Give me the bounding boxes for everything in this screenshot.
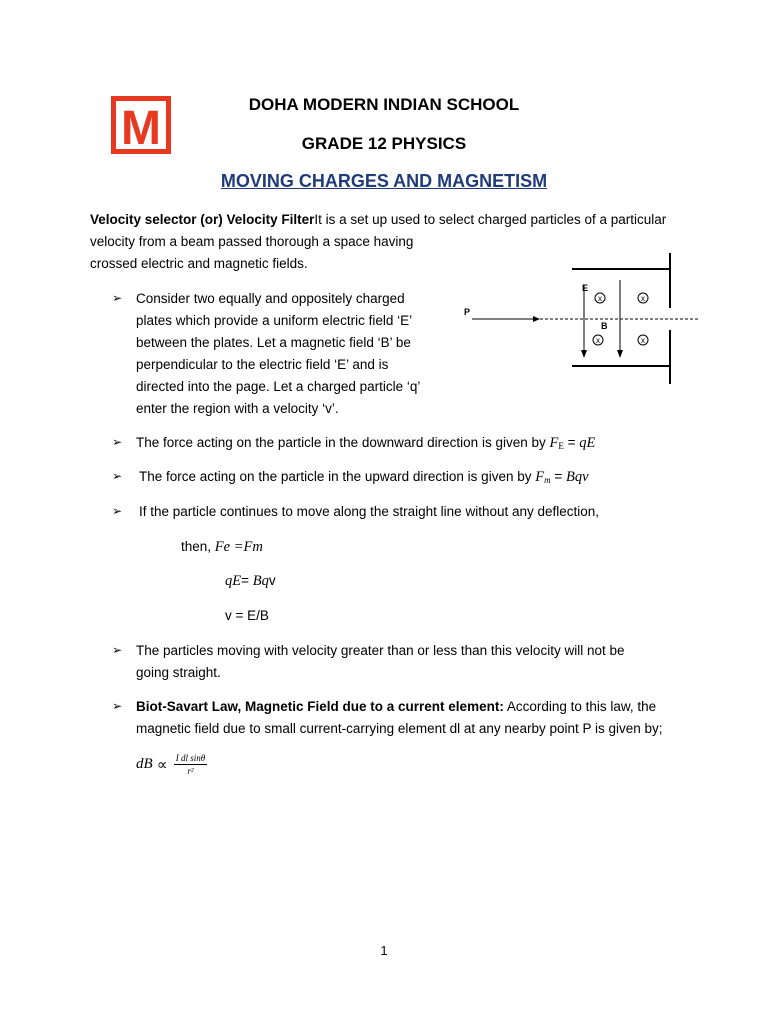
svg-text:x: x — [641, 294, 645, 303]
label-e: E — [582, 283, 589, 293]
force-downward: The force acting on the particle in the downward direction is given by $F_E$ = qE — [136, 435, 596, 451]
bullet5-line: going straight. — [136, 665, 221, 680]
topic-title: MOVING CHARGES AND MAGNETISM — [220, 171, 548, 191]
bullet1-line: Consider two equally and oppositely charged — [136, 291, 405, 306]
equation-fe-fm: then, Fe =Fm — [181, 539, 263, 555]
bullet1-line: between the plates. Let a magnetic field ‘B’ be — [136, 335, 411, 350]
no-deflection-text: If the particle continues to move along the straight line without any deflection, — [139, 504, 600, 519]
bullet-arrow-icon: ➢ — [112, 699, 123, 713]
biot-savart-line-2: magnetic field due to small current-carrying element dl at any nearby point P is given by; — [136, 721, 663, 736]
page-number: 1 — [380, 943, 388, 958]
bullet-arrow-icon: ➢ — [112, 435, 123, 449]
intro-line-3: crossed electric and magnetic fields. — [90, 256, 308, 271]
force-upward: The force acting on the particle in the upward direction is given by $F_m$ = Bqv — [139, 469, 589, 485]
velocity-selector-diagram — [460, 250, 715, 388]
equation-v: v = E/B — [225, 608, 269, 623]
bullet-arrow-icon: ➢ — [112, 504, 123, 518]
bullet1-line: directed into the page. Let a charged particle ‘q’ — [136, 379, 421, 394]
bullet1-line: enter the region with a velocity ‘v’. — [136, 401, 339, 416]
bullet1-line: perpendicular to the electric field ‘E’ and is — [136, 357, 389, 372]
bullet5-line: The particles moving with velocity greater than or less than this velocity will not be — [136, 643, 625, 658]
intro-line-2: velocity from a beam passed thorough a space having — [90, 234, 414, 249]
bullet-arrow-icon: ➢ — [112, 291, 123, 305]
equation-qe-bqv: qE= Bqv — [225, 573, 276, 589]
svg-text:x: x — [596, 336, 600, 345]
grade-title: GRADE 12 PHYSICS — [301, 134, 467, 153]
logo-letter: M — [121, 102, 161, 154]
school-name: DOHA MODERN INDIAN SCHOOL — [248, 95, 520, 114]
label-p: P — [464, 307, 471, 317]
label-b: B — [601, 321, 608, 331]
biot-savart-formula: dB ∝ $\frac{\text{I dl sinθ}}{\text{r²}}$ — [136, 753, 206, 776]
svg-text:x: x — [641, 336, 645, 345]
intro-line-1 — [90, 209, 690, 231]
intro-bold: Velocity selector (or) Velocity Filter — [90, 212, 315, 227]
biot-savart-line-1: Biot-Savart Law, Magnetic Field due to a current element: According to this law, the — [136, 699, 657, 714]
bullet-arrow-icon: ➢ — [112, 643, 123, 657]
bullet-arrow-icon: ➢ — [112, 469, 123, 483]
bullet1-line: plates which provide a uniform electric field ‘E’ — [136, 313, 413, 328]
intro-text-1: It is a set up used to select charged particles of a particular — [314, 212, 667, 227]
svg-text:x: x — [598, 294, 602, 303]
